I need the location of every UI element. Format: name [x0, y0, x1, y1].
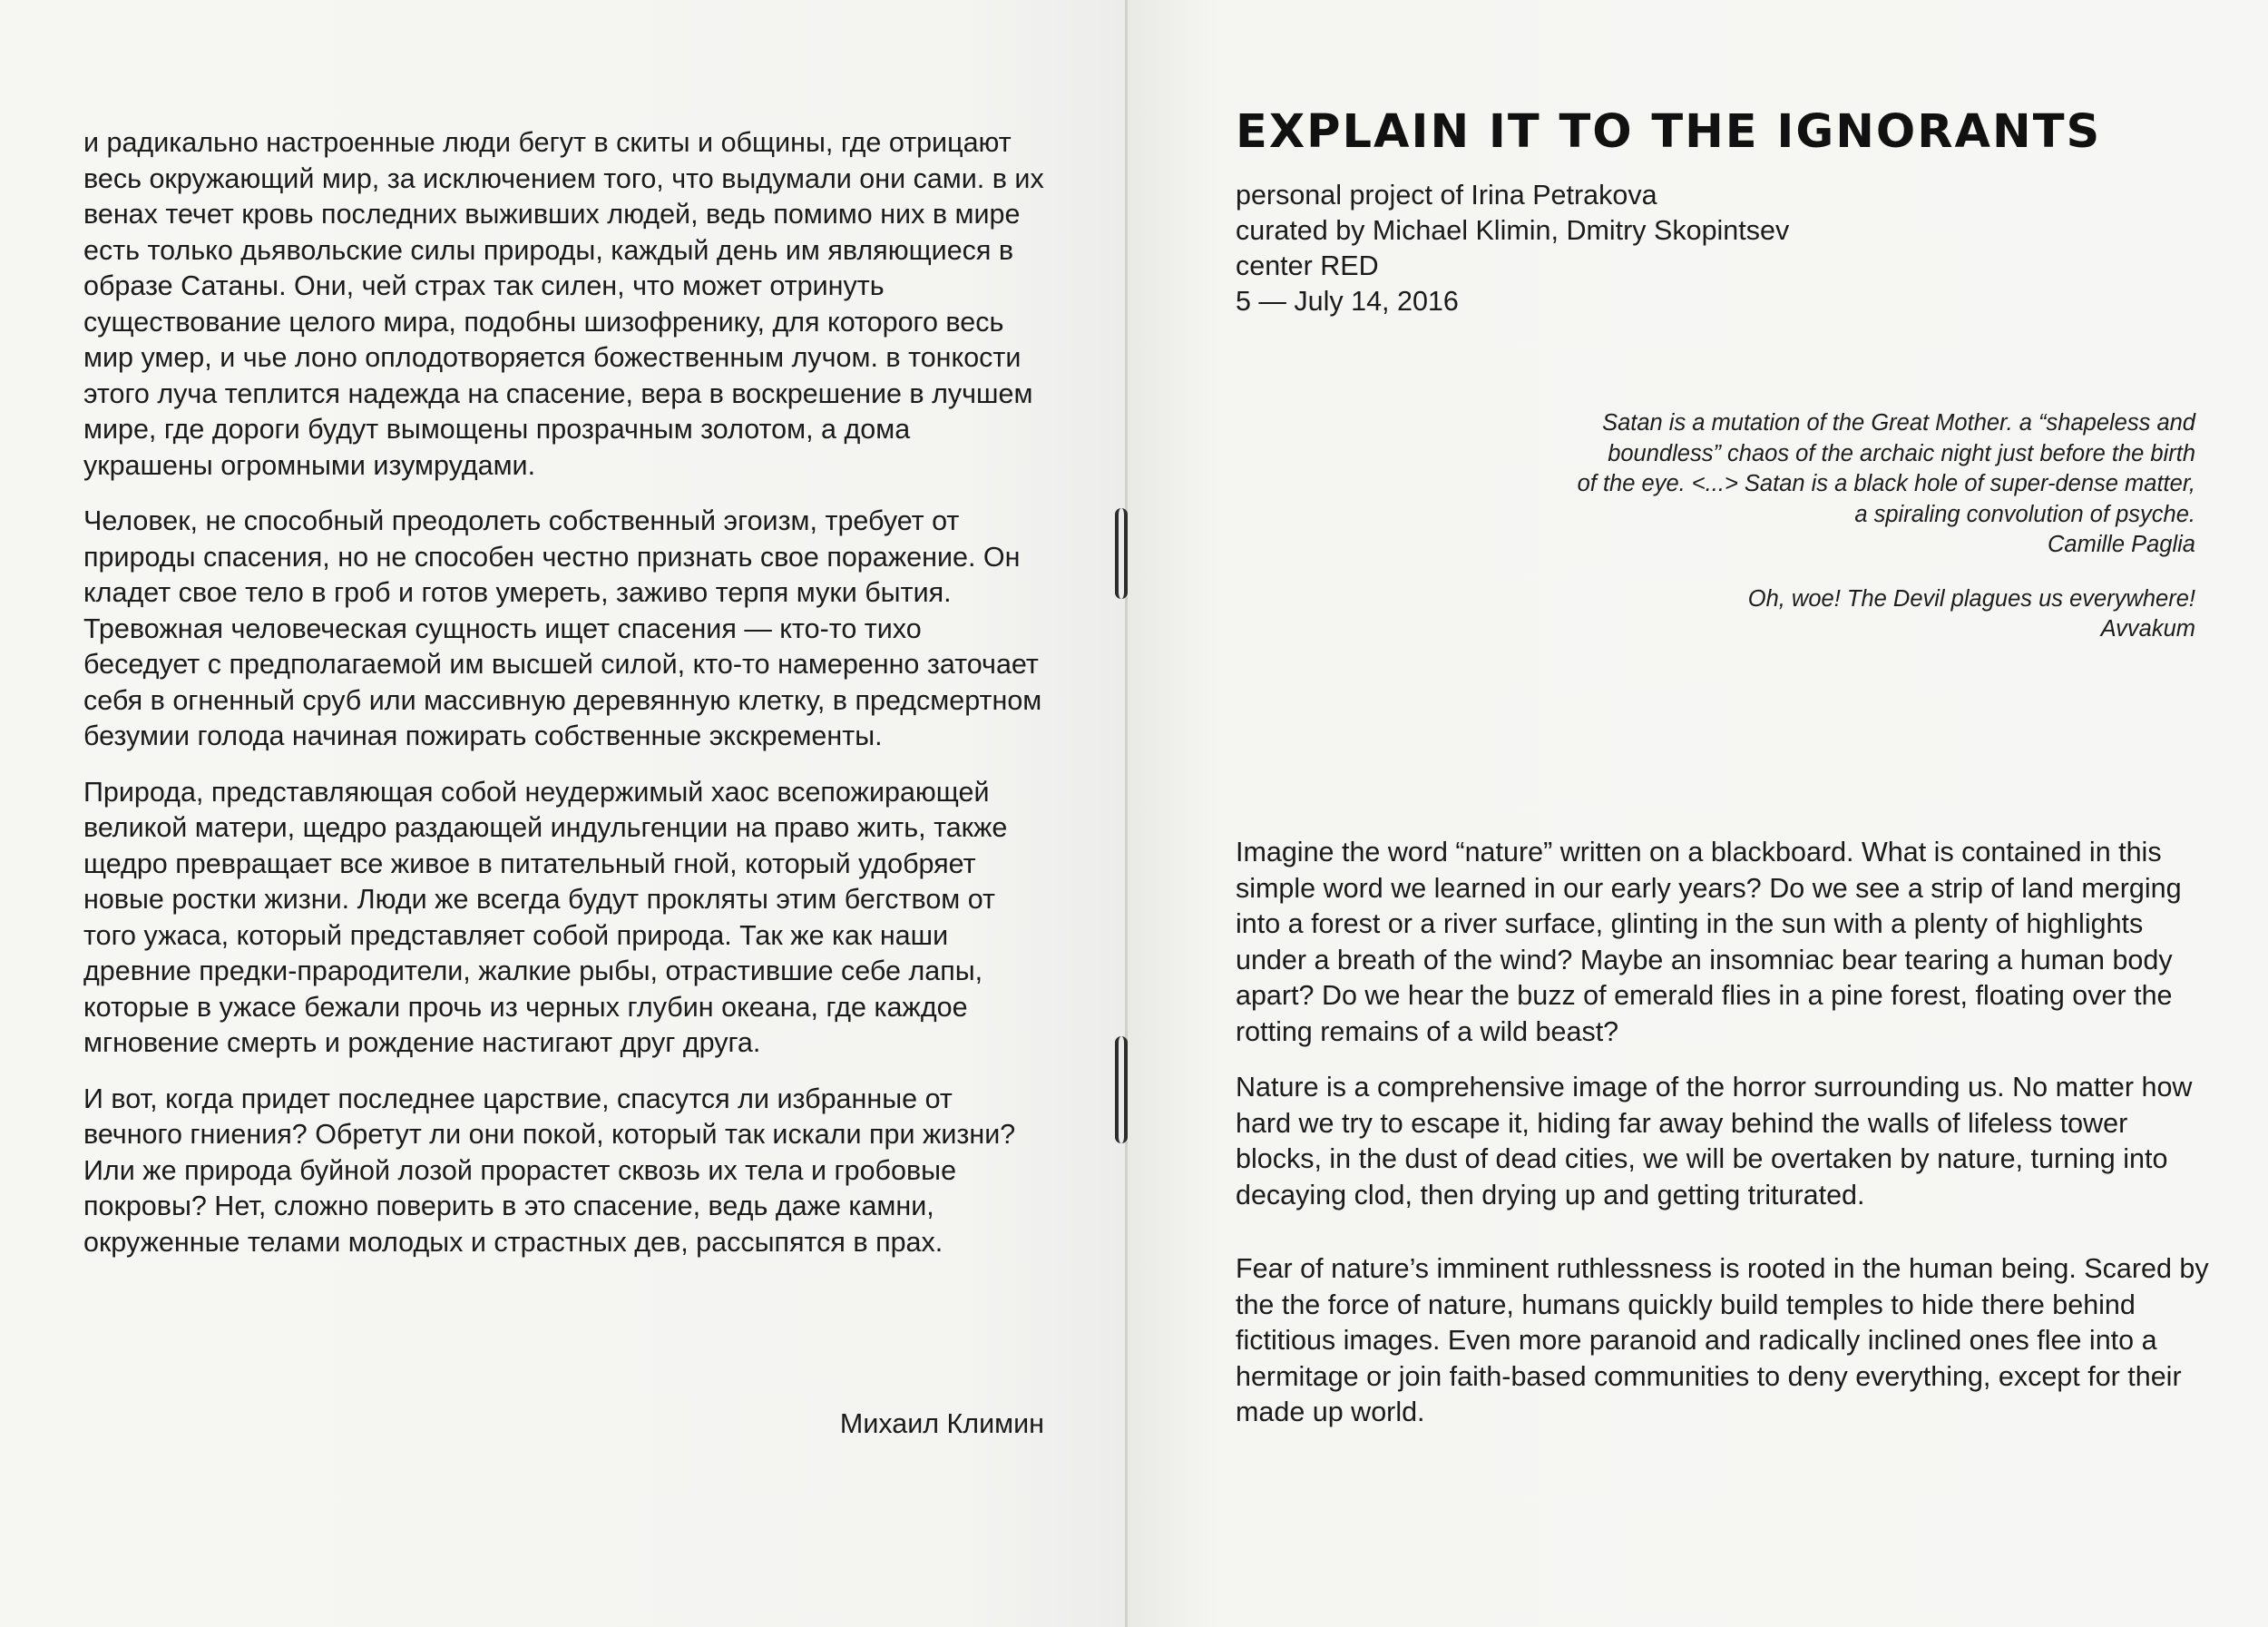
quote-line: a spiraling convolution of psyche. [1854, 501, 2195, 527]
credit-dates: 5 — July 14, 2016 [1236, 286, 1459, 317]
exhibition-credits [1236, 178, 1789, 319]
author-signature: Михаил Климин [839, 1408, 1044, 1439]
credit-project: personal project of Irina Petrakova [1236, 180, 1657, 211]
english-essay [1236, 835, 2215, 1451]
exhibition-title: EXPLAIN IT TO THE IGNORANTS [1236, 105, 2102, 159]
russian-paragraph-1: и радикально настроенные люди бегут в скиты и общины, где отрицают весь окружающий мир, за исключением того, что выдумали они сами. в их венах течет кровь последних выживших людей, ведь помимо них в мире есть только дьявольские силы природы, каждый день им являющиеся в образе Сатаны. Они, чей страх так силен, что может отринуть существование целого мира, подобны шизофренику, для которого весь мир умер, и чье лоно оплодотворяется божественным лучом. в тонкости этого луча теплится надежда на спасение, вера в воскрешение в лучшем мире, где дороги будут вымощены прозрачным золотом, а дома украшены огромными изумрудами. [83, 127, 1044, 481]
epigraph-author: Camille Paglia [2048, 532, 2195, 557]
quote-line: boundless” chaos of the archaic night just before the birth [1608, 440, 2195, 466]
russian-paragraph-4: И вот, когда придет последнее царствие, спасутся ли избранные от вечного гниения? Обретут ли они покой, который так искали при жизни? Или же природа буйной лозой прорастет сквозь их тела и гробовые покровы? Нет, сложно поверить в это спасение, ведь даже камни, окруженные телами молодых и страстных дев, рассыпятся в прах. [83, 1083, 1016, 1258]
epigraphs [1379, 408, 2195, 669]
quote-line: Oh, woe! The Devil plagues us everywhere! [1747, 585, 2195, 612]
english-paragraph-3: Fear of nature’s imminent ruthlessness is rooted in the human being. Scared by the the force of nature, humans quickly build temples to hide there behind fictitious images. Even more paranoid and radically inclined ones flee into a hermitage or join faith-based communities to deny everything, except for their made up world. [1236, 1253, 2209, 1427]
credit-venue: center RED [1236, 250, 1379, 281]
english-paragraph-2: Nature is a comprehensive image of the horror surrounding us. No matter how hard we try to escape it, hiding far away behind the walls of lifeless tower blocks, in the dust of dead cities, we will be overtaken by nature, turning into decaying clod, then drying up and getting triturated. [1236, 1072, 2193, 1210]
russian-paragraph-2: Человек, не способный преодолеть собственный эгоизм, требует от природы спасения, но не способен честно признать свое поражение. Он кладет свое тело в гроб и готов умереть, заживо терпя муки бытия. Тревожная человеческая сущность ищет спасения — кто-то тихо беседует с предполагаемой им высшей силой, кто-то намеренно заточает себя в огненный сруб или массивную деревянную клетку, в предсмертном безумии голода начиная пожирать собственные экскременты. [83, 505, 1042, 751]
credit-curators: curated by Michael Klimin, Dmitry Skopintsev [1236, 215, 1790, 246]
staple-top [1115, 508, 1128, 599]
epigraph-quote [1379, 408, 2195, 530]
english-paragraph-1: Imagine the word “nature” written on a blackboard. What is contained in this simple word we learned in our early years? Do we see a strip of land merging into a forest or a river surface, glinting in the sun with a plenty of highlights under a breath of the wind? Maybe an insomniac bear tearing a human body apart? Do we hear the buzz of emerald flies in a pine forest, floating over the rotting remains of a wild beast? [1236, 837, 2182, 1047]
staple-bottom [1115, 1036, 1128, 1143]
center-fold [1125, 0, 1128, 1627]
quote-line: of the eye. <...> Satan is a black hole of super-dense matter, [1577, 471, 2195, 496]
russian-essay [83, 125, 1045, 1280]
left-page [0, 0, 1128, 1627]
epigraph-quote [1379, 584, 2195, 615]
quote-line: Satan is a mutation of the Great Mother. a “shapeless and [1602, 410, 2195, 436]
epigraph-author: Avvakum [2100, 616, 2195, 642]
russian-paragraph-3: Природа, представляющая собой неудержимый хаос всепожирающей великой матери, щедро раздающей индульгенции на право жить, также щедро превращает все живое в питательный гной, который удобряет новые ростки жизни. Люди же всегда будут прокляты этим бегством от того ужаса, который представляет собой природа. Так же как наши древние предки-прародители, жалкие рыбы, отрастившие себе лапы, которые в ужасе бежали прочь из черных глубин океана, где каждое мгновение смерть и рождение настигают друг друга. [83, 776, 1008, 1058]
